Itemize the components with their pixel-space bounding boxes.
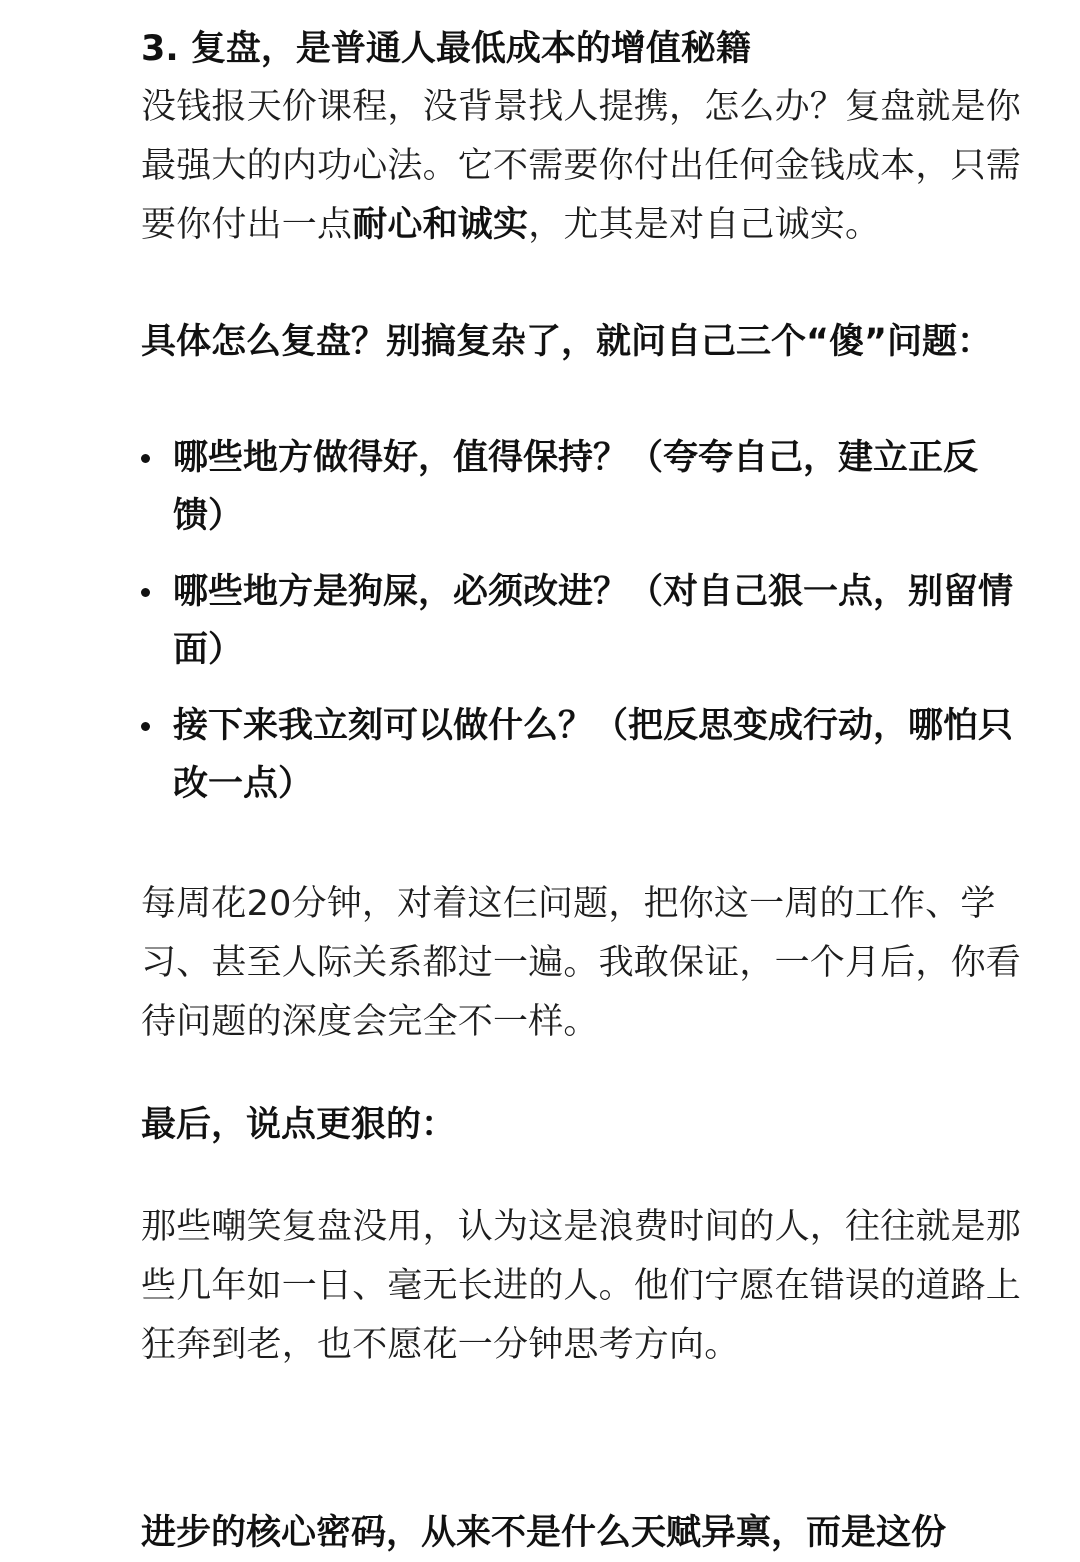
final-paragraph: 那些嘲笑复盘没用，认为这是浪费时间的人，往往就是那些几年如一日、毫无长进的人。他们宁愿在错误的道路上狂奔到老，也不愿花一分钟思考方向。 [141,1207,1022,1365]
article-content [141,20,1022,1553]
bullet-dot-icon [141,722,150,731]
list-item-text: 哪些地方是狗屎，必须改进？（对自己狠一点，别留情面） [173,572,1014,670]
spacer [141,371,1021,429]
bullet-dot-icon [141,588,150,597]
weekly-paragraph: 每周花20分钟，对着这仨问题，把你这一周的工作、学习、甚至人际关系都过一遍。我敢保证，一个月后，你看待问题的深度会完全不一样。 [141,884,1022,1042]
list-item [141,563,1021,679]
list-item-text: 接下来我立刻可以做什么？（把反思变成行动，哪怕只改一点） [173,706,1014,804]
spacer [141,1052,1021,1096]
section-heading: 3. 复盘，是普通人最低成本的增值秘籍 [141,29,751,69]
spacer [141,255,1021,313]
intro-text-before: 没钱报天价课程，没背景找人提携，怎么办？复盘就是你最强大的内功心法。它不需要你付出任何金钱成本，只需要你付出一点 [141,87,1022,245]
cut-off-text-line: 进步的核心密码，从来不是什么天赋异禀，而是这份 [141,1513,947,1553]
list-item [141,429,1021,545]
spacer [141,831,1021,875]
intro-paragraph [141,78,1021,255]
how-to-heading: 具体怎么复盘？别搞复杂了，就问自己三个“傻”问题： [141,322,993,362]
final-heading: 最后，说点更狠的： [141,1105,457,1145]
list-item [141,697,1021,813]
spacer [141,1154,1021,1198]
intro-emphasis: 耐心和诚实 [352,205,529,245]
list-item-text: 哪些地方做得好，值得保持？（夸夸自己，建立正反馈） [173,438,979,536]
intro-text-after: ，尤其是对自己诚实。 [528,205,881,245]
bullet-dot-icon [141,454,150,463]
question-list [141,429,1021,813]
